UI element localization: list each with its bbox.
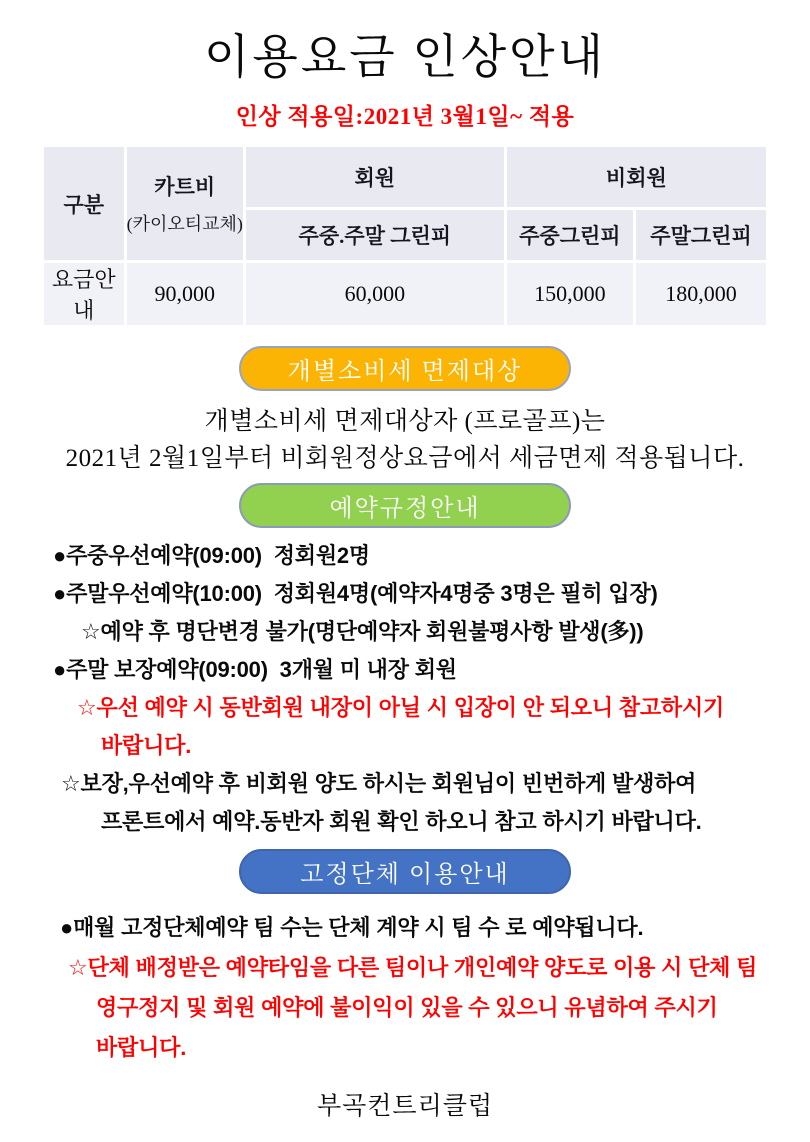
member-greenfee-value: 60,000 <box>246 263 504 325</box>
cart-fee-value: 90,000 <box>127 263 243 325</box>
header-category: 구분 <box>44 147 124 260</box>
list-item: ●주말우선예약(10:00) 정회원4명(예약자4명중 3명은 필히 입장) <box>53 581 658 606</box>
fee-data-row <box>44 263 766 325</box>
header-nonmember-weekday: 주중그린피 <box>507 210 633 260</box>
list-item: ☆단체 배정받은 예약타임을 다른 팀이나 개인예약 양도로 이용 시 단체 팀 <box>68 955 758 980</box>
nonmember-weekend-value: 180,000 <box>636 263 766 325</box>
header-cart-fee <box>127 147 243 260</box>
list-item: ●주말 보장예약(09:00) 3개월 미 내장 회원 <box>53 657 457 682</box>
header-cart-fee-sub: (카이오티교체) <box>126 214 243 234</box>
list-item: 영구정지 및 회원 예약에 불이익이 있을 수 있으니 유념하여 주시기 <box>96 995 718 1020</box>
fixed-group-list <box>0 908 810 1068</box>
list-item: ●매월 고정단체예약 팀 수는 단체 계약 시 팀 수 로 예약됩니다. <box>60 915 644 940</box>
table-header-row-1 <box>44 147 766 207</box>
fee-table-container <box>0 144 810 328</box>
reservation-rules-list <box>0 537 810 841</box>
list-item: ☆예약 후 명단변경 불가(명단예약자 회원불평사항 발생(多)) <box>81 619 644 644</box>
tax-exempt-line-2: 2021년 2월1일부터 비회원정상요금에서 세금면제 적용됩니다. <box>65 445 745 472</box>
fee-table <box>41 144 769 328</box>
list-item: ☆보장,우선예약 후 비회원 양도 하시는 회원님이 빈번하게 발생하여 <box>61 771 697 796</box>
header-nonmember-group: 비회원 <box>507 147 766 207</box>
reservation-rules-badge: 예약규정안내 <box>239 483 571 528</box>
header-nonmember-weekend: 주말그린피 <box>636 210 766 260</box>
list-item: 프론트에서 예약.동반자 회원 확인 하오니 참고 하시기 바랍니다. <box>101 809 702 834</box>
header-cart-fee-title: 카트비 <box>154 175 216 199</box>
header-member-group: 회원 <box>246 147 504 207</box>
list-item: 바랍니다. <box>101 733 192 758</box>
effective-date-subtitle: 인상 적용일:2021년 3월1일~ 적용 <box>235 104 575 129</box>
fee-row-label: 요금안내 <box>44 263 124 325</box>
tax-exempt-badge: 개별소비세 면제대상 <box>239 346 571 391</box>
list-item: ☆우선 예약 시 동반회원 내장이 아닐 시 입장이 안 되오니 참고하시기 <box>77 695 725 720</box>
tax-exempt-line-1: 개별소비세 면제대상자 (프로골프)는 <box>204 408 606 435</box>
page-title: 이용요금 인상안내 <box>204 32 606 84</box>
club-name-footer: 부곡컨트리클럽 <box>316 1093 494 1120</box>
header-member-greenfee: 주중.주말 그린피 <box>246 210 504 260</box>
tax-exempt-text <box>0 403 810 477</box>
fixed-group-badge: 고정단체 이용안내 <box>239 849 571 894</box>
list-item: 바랍니다. <box>96 1035 187 1060</box>
list-item: ●주중우선예약(09:00) 정회원2명 <box>53 543 370 568</box>
nonmember-weekday-value: 150,000 <box>507 263 633 325</box>
